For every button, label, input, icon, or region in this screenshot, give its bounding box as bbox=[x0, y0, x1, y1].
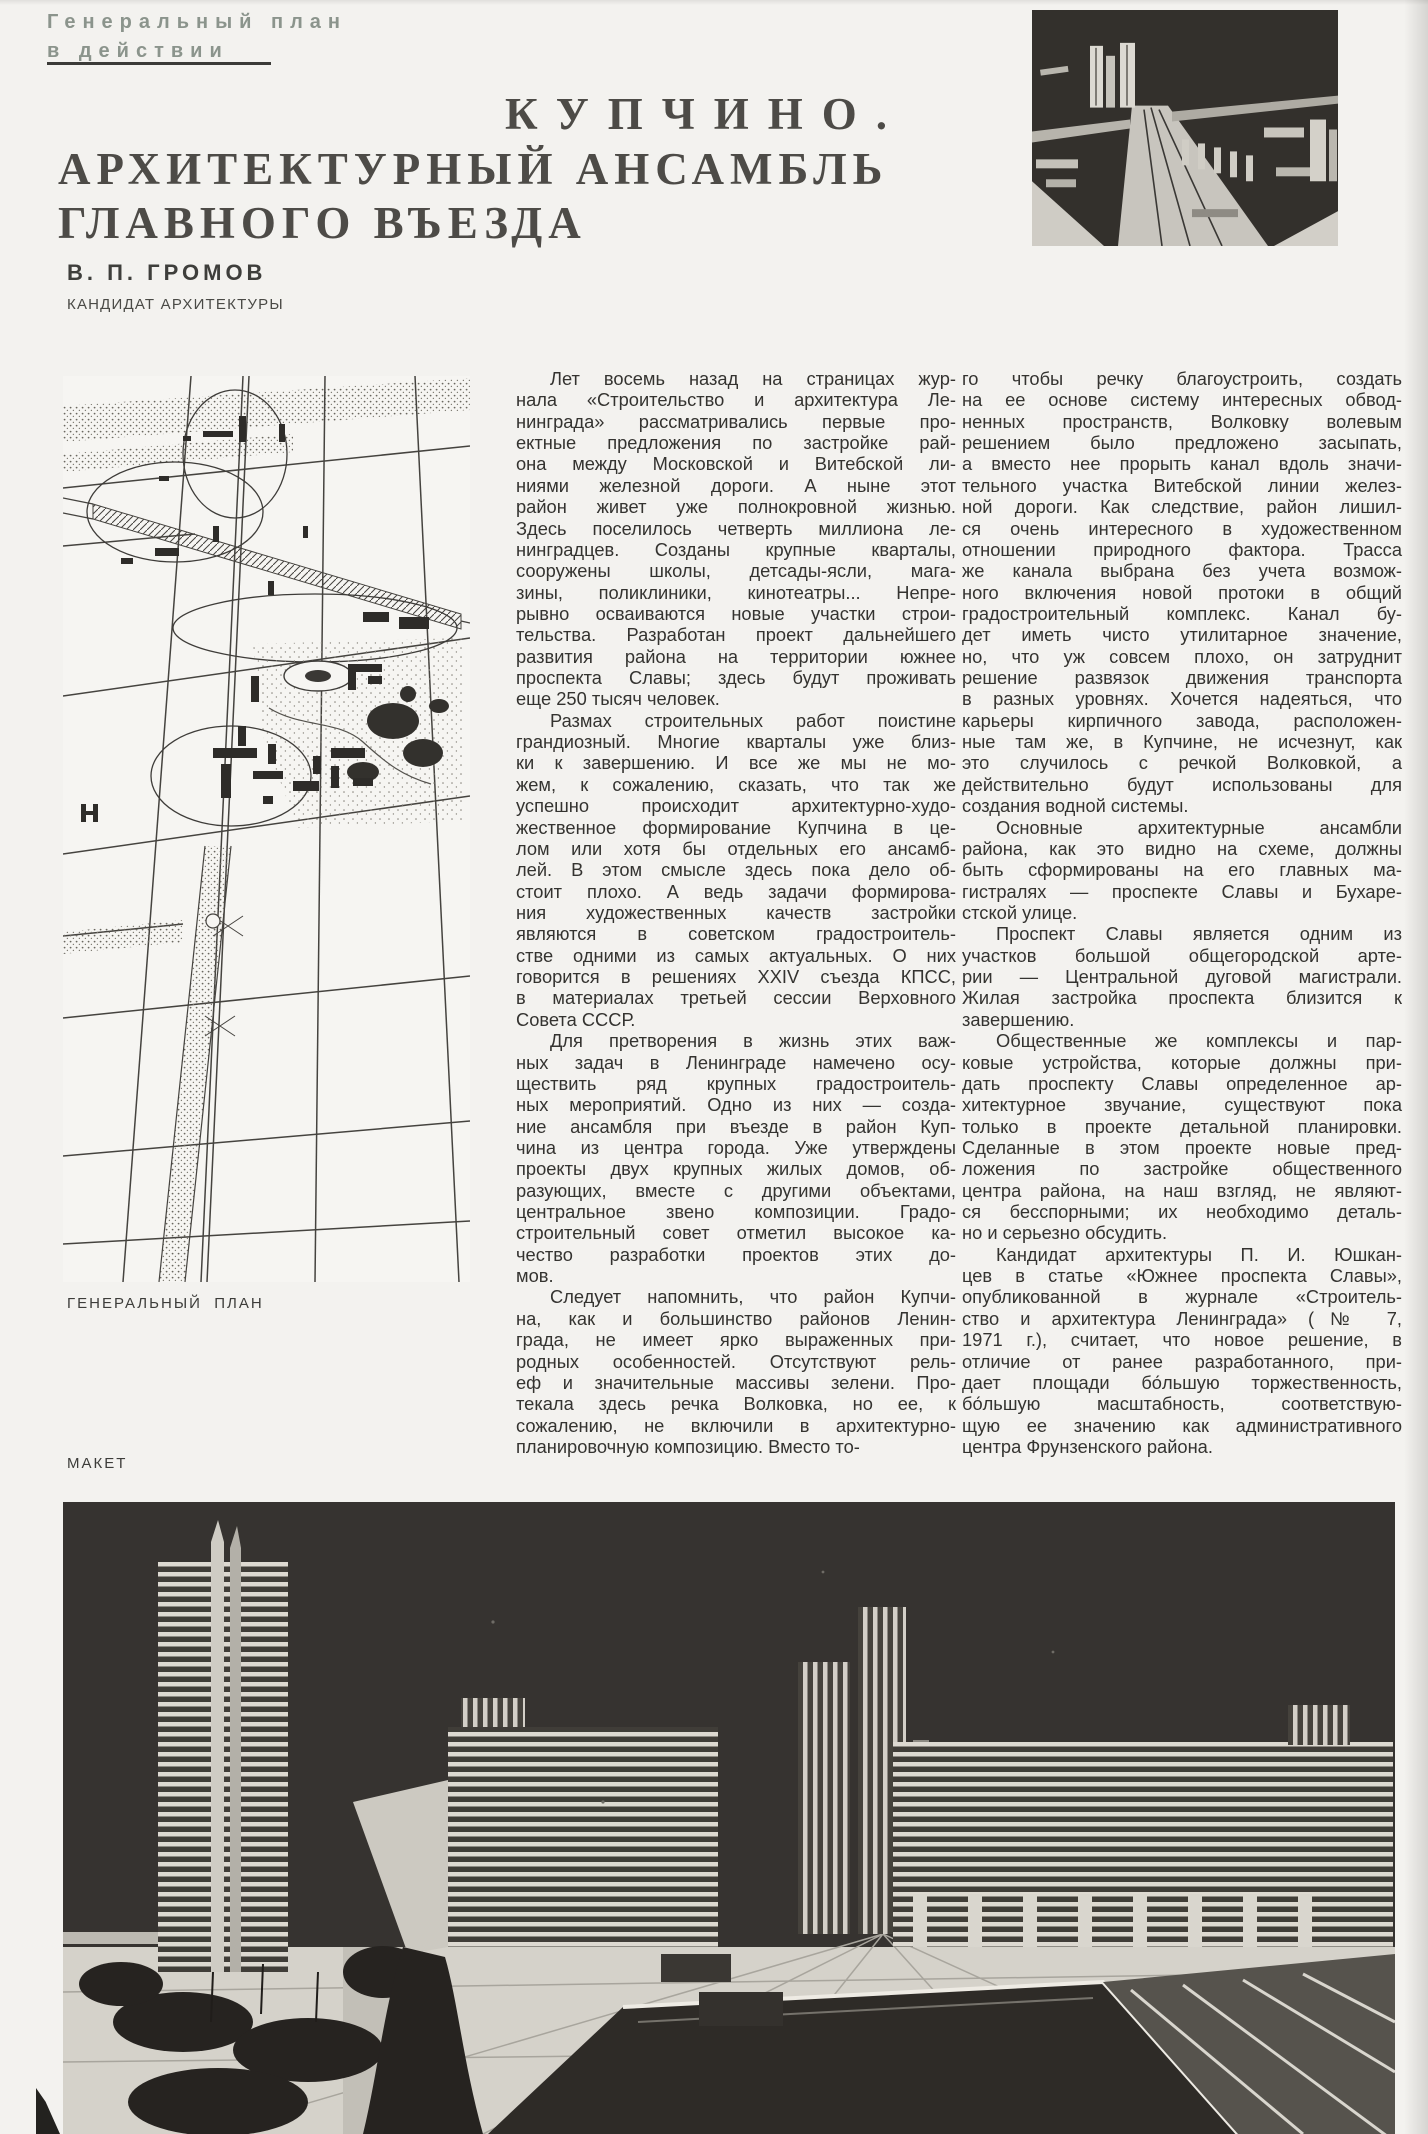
text-line: же канала выбрана без учета возмож- bbox=[962, 560, 1402, 582]
text-line: лей. В этом смысле здесь пока дело об- bbox=[516, 859, 956, 881]
model-aerial-photo-art bbox=[1032, 10, 1338, 246]
text-line: нинградцев. Созданы крупные кварталы, bbox=[516, 538, 956, 560]
rubric-rule bbox=[47, 62, 271, 65]
text-line: тельства. Разработан проект дальнейшего bbox=[516, 624, 956, 646]
text-line: опубликованной в журнале «Строитель- bbox=[962, 1286, 1402, 1308]
article-title-line2: АРХИТЕКТУРНЫЙ АНСАМБЛЬ bbox=[58, 144, 889, 194]
text-line: на ее основе систему интересных обвод- bbox=[962, 389, 1402, 411]
model-perspective-photo-art bbox=[63, 1502, 1395, 2134]
text-line: Общественные же комплексы и пар- bbox=[996, 1030, 1402, 1052]
rubric-kicker-line1: Генеральный план bbox=[47, 11, 347, 33]
text-line: ниями железной дороги. А ныне этот bbox=[516, 474, 956, 496]
text-line: Сделанные в этом проекте новые пред- bbox=[962, 1136, 1402, 1158]
text-line: родных особенностей. Отсутствуют рель- bbox=[516, 1350, 956, 1372]
plan-caption: ГЕНЕРАЛЬНЫЙ ПЛАН bbox=[67, 1295, 264, 1312]
text-line: рывно осваиваются новые участки строи- bbox=[516, 602, 956, 624]
text-line: ектные предложения по застройке рай- bbox=[516, 432, 956, 454]
text-line: успешно происходит архитектурно-худо- bbox=[516, 795, 956, 817]
text-line: ных мероприятий. Одно из них — созда- bbox=[516, 1094, 956, 1116]
text-line: ся бесспорными; их необходимо деталь- bbox=[962, 1201, 1402, 1223]
text-line: карьеры кирпичного завода, расположен- bbox=[962, 709, 1402, 731]
text-line: нала «Строительство и архитектура Ле- bbox=[516, 389, 956, 411]
text-line: Проспект Славы является одним из bbox=[996, 923, 1402, 945]
text-line: строительный совет отметил высокое ка- bbox=[516, 1222, 956, 1244]
general-plan-map bbox=[63, 376, 470, 1282]
text-line: ществить ряд крупных градостроитель- bbox=[516, 1072, 956, 1094]
text-line: чество разработки проектов этих до- bbox=[516, 1243, 956, 1265]
text-line: планировочную композицию. Вместо то- bbox=[516, 1435, 860, 1457]
text-line: ковые устройства, которые должны при- bbox=[962, 1051, 1402, 1073]
text-line: зины, поликлиники, кинотеатры... Непре- bbox=[516, 581, 956, 603]
text-line: являются в советском градостроитель- bbox=[516, 923, 956, 945]
text-line: Следует напомнить, что район Купчи- bbox=[550, 1286, 956, 1308]
text-line: сооружены школы, детсады-ясли, мага- bbox=[516, 560, 956, 582]
text-line: ного включения новой протоки в общий bbox=[962, 581, 1402, 603]
text-line: лом или хотя бы отдельных его ансамб- bbox=[516, 837, 956, 859]
text-line: в разных уровнях. Хочется надеяться, что bbox=[962, 688, 1402, 710]
text-line: чина из центра города. Уже утверждены bbox=[516, 1136, 956, 1158]
text-line: это случилось с речкой Волковкой, а bbox=[962, 752, 1402, 774]
text-line: мов. bbox=[516, 1265, 554, 1287]
text-line: Лет восемь назад на страницах жур- bbox=[550, 368, 956, 389]
text-line: центральное звено композиции. Градо- bbox=[516, 1201, 956, 1223]
text-line: гистралях — проспекте Славы и Бухаре- bbox=[962, 880, 1402, 902]
text-line: жественное формирование Купчина в це- bbox=[516, 816, 956, 838]
text-line: ство и архитектура Ленинграда» (№ 7, bbox=[962, 1307, 1402, 1329]
model-perspective-photo bbox=[63, 1502, 1395, 2134]
text-line: решением было предложено засыпать, bbox=[962, 432, 1402, 454]
text-line: ложения по застройке общественного bbox=[962, 1158, 1402, 1180]
text-line: еф и значительные массивы зелени. Про- bbox=[516, 1371, 956, 1393]
text-line: район живет уже полнокровной жизнью. bbox=[516, 496, 956, 518]
text-line: разующих, вместе с другими объектами, bbox=[516, 1179, 956, 1201]
text-line: ненных пространств, Волковку волевым bbox=[962, 410, 1402, 432]
text-line: только в проекте детальной планировки. bbox=[962, 1115, 1402, 1137]
text-line: стоит плохо. А ведь задачи формирова- bbox=[516, 880, 956, 902]
text-line: быть сформированы на его главных ма- bbox=[962, 859, 1402, 881]
text-line: сожалению, не включили в архитектурно- bbox=[516, 1414, 956, 1436]
text-line: участков большой общегородской арте- bbox=[962, 944, 1402, 966]
text-line: решение развязок движения транспорта bbox=[962, 667, 1402, 689]
text-line: го чтобы речку благоустроить, создать bbox=[962, 368, 1402, 389]
text-line: ные там же, в Купчине, не исчезнут, как bbox=[962, 731, 1402, 753]
scan-corner-artifact bbox=[36, 2088, 60, 2134]
text-line: Кандидат архитектуры П. И. Юшкан- bbox=[996, 1243, 1402, 1265]
text-line: говорится в решениях XXIV съезда КПСС, bbox=[516, 966, 956, 988]
text-line: цев в статье «Южнее проспекта Славы», bbox=[962, 1265, 1402, 1287]
scan-edge-right bbox=[1404, 0, 1428, 2134]
scan-edge-top bbox=[0, 0, 1428, 5]
text-line: дать проспекту Славы определенное ар- bbox=[962, 1072, 1402, 1094]
text-line: градостроительный комплекс. Канал бу- bbox=[962, 602, 1402, 624]
article-title-line3: ГЛАВНОГО ВЪЕЗДА bbox=[58, 198, 587, 248]
rubric-kicker bbox=[47, 8, 347, 66]
text-line: отношении природного фактора. Трасса bbox=[962, 538, 1402, 560]
text-line: завершению. bbox=[962, 1008, 1075, 1030]
text-line: жем, к сожалению, сказать, что так же bbox=[516, 773, 956, 795]
text-line: рии — Центральной дуговой магистрали. bbox=[962, 966, 1402, 988]
text-line: на, как и большинство районов Ленин- bbox=[516, 1307, 956, 1329]
text-line: но и серьезно обсудить. bbox=[962, 1222, 1168, 1244]
text-line: в материалах третьей сессии Верховного bbox=[516, 987, 956, 1009]
article-column-2 bbox=[962, 368, 1402, 1457]
text-line: Здесь поселилось четверть миллиона ле- bbox=[516, 517, 956, 539]
text-line: ния художественных качеств застройки bbox=[516, 901, 956, 923]
article-title-line1: КУПЧИНО. bbox=[505, 89, 907, 139]
text-line: ние ансамбля при въезде в район Куп- bbox=[516, 1115, 956, 1137]
rubric-kicker-line2: в действии bbox=[47, 40, 229, 62]
text-line: ки к завершению. И все же мы не мо- bbox=[516, 752, 956, 774]
text-line: бо́льшую масштабность, соответствую- bbox=[962, 1393, 1402, 1415]
text-line: центра района, на наш взгляд, не являют- bbox=[962, 1179, 1402, 1201]
text-line: стской улице. bbox=[962, 901, 1078, 923]
text-line: она между Московской и Витебской ли- bbox=[516, 453, 956, 475]
text-line: действительно будут использованы для bbox=[962, 773, 1402, 795]
text-line: но, что уж совсем плохо, он затруднит bbox=[962, 645, 1402, 667]
text-line: хитектурное звучание, существуют пока bbox=[962, 1094, 1402, 1116]
article-column-1 bbox=[516, 368, 956, 1457]
text-line: 1971 г.), считает, что новое решение, в bbox=[962, 1329, 1402, 1351]
author-name: В. П. ГРОМОВ bbox=[67, 260, 267, 285]
text-line: развития района на территории южнее bbox=[516, 645, 956, 667]
text-line: отличие от ранее разработанного, при- bbox=[962, 1350, 1402, 1372]
text-line: а вместо нее прорыть канал вдоль значи- bbox=[962, 453, 1402, 475]
text-line: грандиозный. Многие кварталы уже близ- bbox=[516, 731, 956, 753]
text-line: стве одними из самых актуальных. О них bbox=[516, 944, 956, 966]
text-line: ной дороги. Как следствие, район лишил- bbox=[962, 496, 1402, 518]
text-line: дает площади бо́льшую торжественность, bbox=[962, 1371, 1402, 1393]
text-line: нинграда» рассматривались первые про- bbox=[516, 410, 956, 432]
text-line: создания водной системы. bbox=[962, 795, 1189, 817]
text-line: Для претворения в жизнь этих важ- bbox=[550, 1030, 956, 1052]
text-line: Основные архитектурные ансамбли bbox=[996, 816, 1402, 838]
model-aerial-photo bbox=[1032, 10, 1338, 246]
text-line: еще 250 тысяч человек. bbox=[516, 688, 720, 710]
text-line: района, как это видно на схеме, должны bbox=[962, 837, 1402, 859]
text-line: ных задач в Ленинграде намечено осу- bbox=[516, 1051, 956, 1073]
text-line: Жилая застройка проспекта близится к bbox=[962, 987, 1402, 1009]
model-caption: МАКЕТ bbox=[67, 1455, 128, 1472]
text-line: Совета СССР. bbox=[516, 1008, 636, 1030]
text-line: дет иметь чисто утилитарное значение, bbox=[962, 624, 1402, 646]
text-line: центра Фрунзенского района. bbox=[962, 1435, 1213, 1457]
text-line: Размах строительных работ поистине bbox=[550, 709, 956, 731]
text-line: ся очень интересного в художественном bbox=[962, 517, 1402, 539]
text-line: текала здесь речка Волковка, но ее, к bbox=[516, 1393, 956, 1415]
text-line: проекты двух крупных жилых домов, об- bbox=[516, 1158, 956, 1180]
general-plan-map-art bbox=[63, 376, 470, 1282]
text-line: тельного участка Витебской линии желез- bbox=[962, 474, 1402, 496]
text-line: града, не имеет ярко выраженных при- bbox=[516, 1329, 956, 1351]
author-degree: КАНДИДАТ АРХИТЕКТУРЫ bbox=[67, 296, 284, 313]
text-line: проспекта Славы; здесь будут проживать bbox=[516, 667, 956, 689]
text-line: щую ее значению как административного bbox=[962, 1414, 1402, 1436]
